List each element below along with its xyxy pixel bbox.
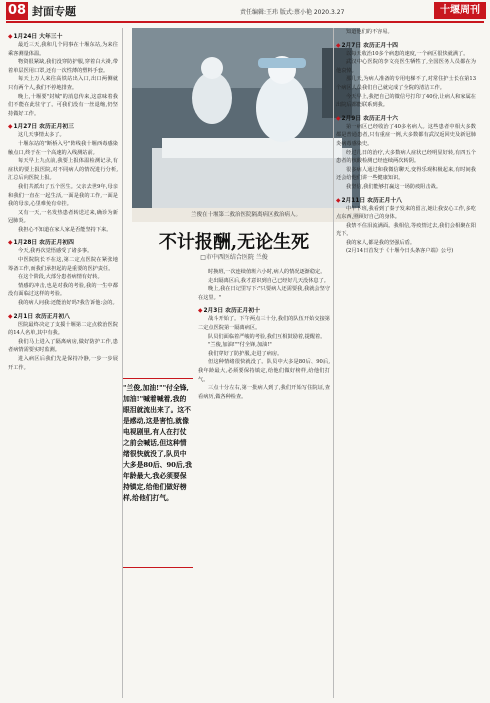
body-paragraph: 这几天事情太多了。 <box>18 132 65 139</box>
diary-date-heading: ◆ 2月11日 农历正月十八 <box>336 195 476 204</box>
body-paragraph: 十堰东站的"断桥入号"阵线我十堰西毒感染触点口,终于在一个高速的入线测站前。 <box>8 140 118 156</box>
diary-date-heading: ◆ 1月28日 农历正月初四 <box>8 237 118 246</box>
body-paragraph: 队员们面临着严峻的考验,我们互相鼓励着,提醒着。 <box>208 333 326 340</box>
page-number: 08 <box>7 3 27 18</box>
body-paragraph: 我们马上进入了隔离病房,做好防护工作,患者病情需要实时监测。 <box>8 338 118 354</box>
pull-quote: "兰俊,加油!""付全锋,加油!"喊着喊着,我的眼泪就流出来了。这不是感动,这是害怕,就像电视剧里,有人在打仗之前会喊话,但这种情绪很快就没了,队员中大多是80后、90后,我年龄最大,我必须要保持镇定,给他们做好榜样,给他们打气。 <box>123 378 193 568</box>
body-paragraph: 最近三天,我和几个同事在十堰东站,为来往乘客测量体温。 <box>8 42 118 57</box>
body-paragraph: 但这种情绪很快就没了。队员中大多是80后、90后,我年龄最大,必须要保持镇定,给他们做好榜样,给他们打气。 <box>198 359 330 383</box>
body-paragraph: 我的家人,都是我的坚强后盾。 <box>346 239 416 246</box>
diary-date-heading: ◆ 2月3日 农历正月初十 <box>198 305 330 314</box>
column-right <box>336 28 476 256</box>
editor-line: 责任编辑:王玮 版式:蔡小艳 2020.3.27 <box>240 9 345 16</box>
diary-date-heading: ◆ 1月27日 农历正月初三 <box>8 121 118 130</box>
body-paragraph: 情感的冲击,也是对我的考验,我的一生中都没有面临过这样的考验。 <box>8 282 118 298</box>
brand-logo: 十堰周刊 <box>434 2 486 19</box>
body-paragraph: 今天早上,我把自己的微信号打印了40份,让病人和家属在出院后都能联系到我。 <box>336 93 476 109</box>
body-paragraph: 很多病人通过和我微信聊天,变得乐观积极起来,有时间我还会给他们讲一些健康知识。 <box>336 166 476 182</box>
body-paragraph: 进入病区后我们先是保持冷静,一步一步展开工作。 <box>8 356 118 371</box>
body-paragraph: 经过几日的治疗,大多数病人症状已经明显好转,有四五个患者的核酸检测已经连续两次转阴。 <box>336 149 476 165</box>
column-divider <box>333 28 334 698</box>
body-paragraph: 又有一天,一名发热患者转送过来,确诊为新冠肺炎。 <box>8 209 118 225</box>
body-paragraph: 我们穿好了防护服,走进了病房。 <box>208 350 283 357</box>
column-divider <box>122 28 123 698</box>
body-paragraph: 知道他们的不容易。 <box>346 29 393 35</box>
article-title: 不计报酬,无论生死 <box>158 232 310 253</box>
body-paragraph: 物资很紧缺,我们没穿防护服,穿着白大褂,带着单层医用口罩,还有一次性薄的塑料手套。 <box>8 59 118 74</box>
body-paragraph: 中医院院长不在这,第二定点医院在紧张地筹备工作,而我们承担起的是重要的医护责任。 <box>8 257 118 272</box>
body-paragraph: 我禁不住泪流满面。我相信,等疫情过去,我们会相聚在阳光下。 <box>336 222 476 238</box>
body-paragraph: 今天,我再次觉悟感受了诸多事。 <box>18 248 93 255</box>
body-paragraph: 我坚信,我们能够打赢这一场防疫阻击战。 <box>346 183 442 190</box>
section-title: 封面专题 <box>32 5 76 18</box>
diary-date-heading: ◆ 1月24日 大年三十 <box>8 31 118 40</box>
diary-date-heading: ◆ 2月7日 农历正月十四 <box>336 40 476 49</box>
body-paragraph: 那几天,为病人准备的专用电梯不了,对常住护士长在第13个病区人员我们自己就完成了全院的清洁工作。 <box>336 76 476 91</box>
news-photo <box>132 28 360 208</box>
body-paragraph: 每天早上九点前,我要上报体温检测记录,有症状的要上报医院,对不同病人的情况进行分析,汇总后向医院上报。 <box>8 158 118 182</box>
body-paragraph: 我的病人问我:还能治好吗?我告诉他:会的。 <box>18 300 118 307</box>
body-paragraph: 中午下班,我看到了秦子发来的留言,她让我安心工作,多吃点东西,照顾好自己的身体。 <box>336 205 476 221</box>
body-paragraph: 战斗开始了。下午两点三十分,我们的队伍开始交接第二定点医院第一隔离病区。 <box>198 316 330 331</box>
body-paragraph: 在这个阶段,大部分患者病情有好转。 <box>18 274 103 281</box>
body-paragraph: 我担心不知道在家人家是否能坚持下来。 <box>18 226 112 233</box>
body-paragraph: 我们共派出了五个医生。父亲去世9年,母亲和我们一直在一起生活,一面是我的工作,一面是我的母亲,心里难免有牵挂。 <box>8 183 118 208</box>
body-paragraph: 时换班,一次连续值班六小时,病人的情况逐渐稳定。 <box>208 269 326 275</box>
body-paragraph: 走出隔离区后,我才意识到自己已经好几天没休息了。 <box>208 277 329 284</box>
header-rule <box>6 21 484 23</box>
diary-date-heading: ◆ 2月1日 农历正月初八 <box>8 311 118 320</box>
body-paragraph: 晚上,我在日记里写下:"只要病人还需要我,我就会坚守在这里。" <box>198 286 330 301</box>
body-paragraph: "兰俊,加油!""付全锋,加油!" <box>208 342 272 349</box>
article-byline: □市中西医结合医院 兰俊 <box>200 254 268 261</box>
page-header <box>0 0 490 22</box>
body-paragraph: 晚上,十堰要"封城"的消息传来,这意味着我们不能在此驻守了。可我们没有一丝退缩,仍坚持做好工作。 <box>8 93 118 117</box>
body-paragraph: 以每天收治10多个病患的速度,一个病区很快就满了。 <box>346 50 469 57</box>
photo-caption: 兰俊在十堰第二救治医院隔离病区救治病人。 <box>132 208 360 222</box>
body-paragraph: 每天上万人来往高铁站出入口,出口两侧就只有两个人,我们不停地排查。 <box>8 76 118 91</box>
body-paragraph: 第一病区已经收治了40多名病人。这些患者中相大多数都是普通患者,只有重症一例,大多数都有武汉返回史及新冠肺炎病毒感染史。 <box>336 123 476 147</box>
diary-date-heading: ◆ 2月9日 农历正月十六 <box>336 113 476 122</box>
body-paragraph: (2月14日首发于《十堰今日头条客户端》公号) <box>346 248 454 255</box>
body-paragraph: 武汉中心医院的李文亮医生牺牲了,全国医务人员都在为他哀悼。 <box>336 59 476 74</box>
column-left <box>8 28 118 372</box>
body-paragraph: 三点十分左右,第一批病人到了,我们开始写住院证,查看病历,做各种检查。 <box>198 385 330 400</box>
column-middle <box>198 268 330 401</box>
body-paragraph: 医院最终决定了支援十堰第二定点救治医院的14人名单,其中有我。 <box>8 321 118 337</box>
